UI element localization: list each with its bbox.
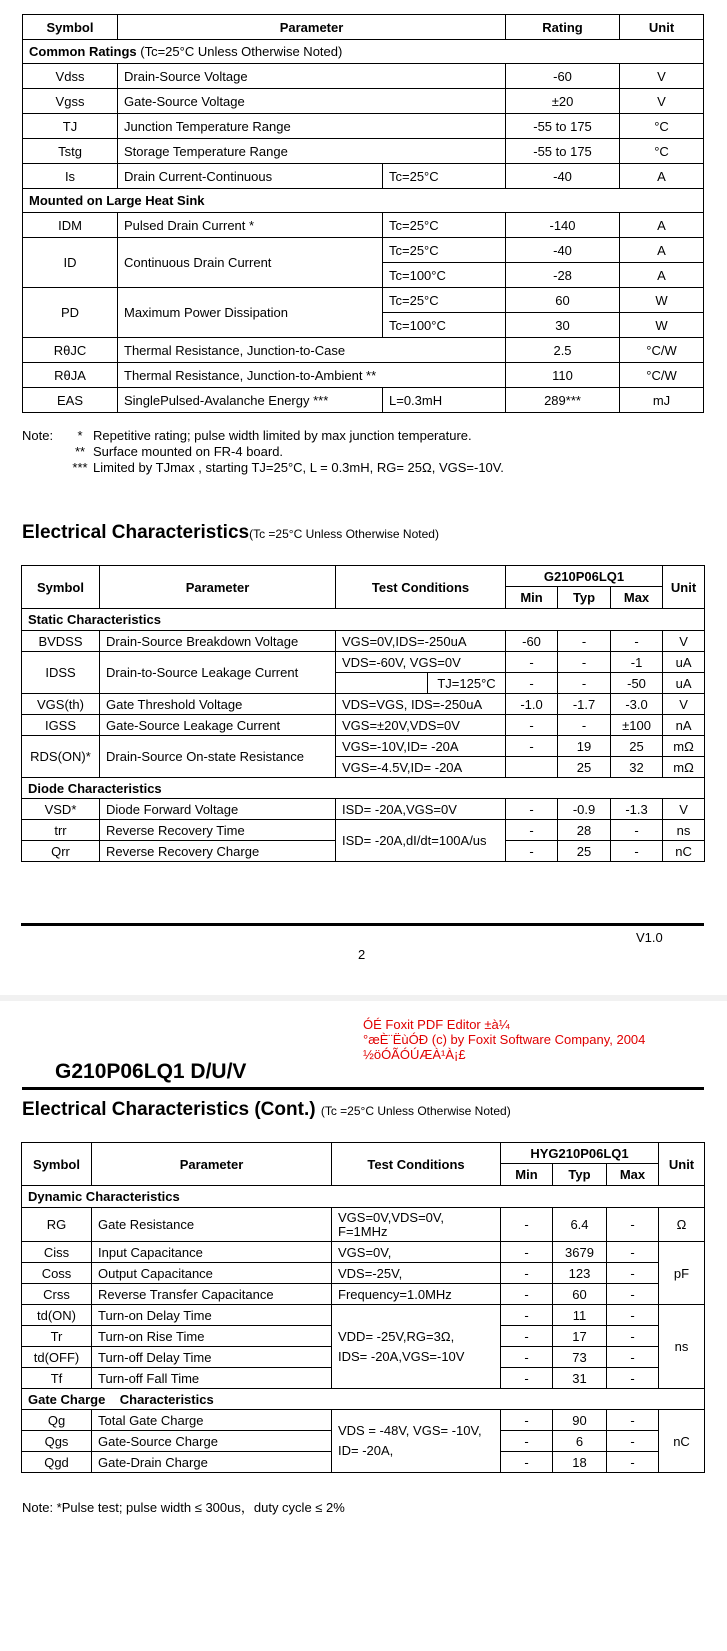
col-rating: Rating bbox=[506, 15, 620, 40]
table-row: Qg Total Gate Charge VDS = -48V, VGS= -10V, ID= -20A, - 90 - nC bbox=[22, 1410, 705, 1431]
section-common-ratings: Common Ratings (Tc=25°C Unless Otherwise Noted) bbox=[23, 40, 704, 64]
table-row: IGSS Gate-Source Leakage Current VGS=±20V,VDS=0V - - ±100 nA bbox=[22, 715, 705, 736]
table-row: Crss Reverse Transfer Capacitance Frequency=1.0MHz - 60 - bbox=[22, 1284, 705, 1305]
table-row: Tstg Storage Temperature Range -55 to 175 °C bbox=[23, 139, 704, 164]
page-break bbox=[0, 995, 727, 1001]
pulse-test-note: Note: *Pulse test; pulse width ≤ 300us，duty cycle ≤ 2% bbox=[22, 1500, 345, 1515]
table-row: VSD* Diode Forward Voltage ISD= -20A,VGS=0V - -0.9 -1.3 V bbox=[22, 799, 705, 820]
page-number: 2 bbox=[358, 947, 366, 962]
electrical-characteristics-table: Symbol Parameter Test Conditions G210P06LQ1 Unit Min Typ Max Static Characteristics BVDSS Drain-Source Breakdown Voltage VGS=0V,IDS=-250uA -60 - - V IDSS Drain-to-Source Leakage Current VDS=-60V, VGS=0V - - -1 uA TJ=125°C - - -50 uA VGS(th) Gate Threshold Voltage VDS=VGS, IDS=-250uA -1.0 -1.7 -3.0 V IGSS Gate-Source Leakage Current VGS=±20V,VDS=0V - - ±100 nA RDS(ON)* Drain-Source On-state Resistance VGS=-10V,ID= -20A - 19 25 mΩ VGS=-4.5V,ID= -20A 25 32 mΩ Diode Characteristics VSD* Diode Forward Voltage ISD= -20A,VGS=0V - -0.9 -1.3 V trr Reverse Recovery Time ISD= -20A,dI/dt=100A/us - 28 - ns Qrr Reverse Recovery Charge - 25 - nC bbox=[21, 565, 705, 862]
table-row: Tc=100°C 30 W bbox=[23, 313, 704, 338]
table-row: Ciss Input Capacitance VGS=0V, - 3679 - pF bbox=[22, 1242, 705, 1263]
table-row: Tc=100°C -28 A bbox=[23, 263, 704, 288]
table-row: TJ=125°C - - -50 uA bbox=[22, 673, 705, 694]
col-unit: Unit bbox=[620, 15, 704, 40]
table-row: Tf Turn-off Fall Time - 31 - bbox=[22, 1368, 705, 1389]
table-row: TJ Junction Temperature Range -55 to 175 °C bbox=[23, 114, 704, 139]
table-row: VGS=-4.5V,ID= -20A 25 32 mΩ bbox=[22, 757, 705, 778]
col-symbol: Symbol bbox=[23, 15, 118, 40]
footer-rule bbox=[21, 923, 704, 926]
table-row: VGS(th) Gate Threshold Voltage VDS=VGS, IDS=-250uA -1.0 -1.7 -3.0 V bbox=[22, 694, 705, 715]
page-title: G210P06LQ1 D/U/V bbox=[55, 1060, 247, 1083]
table-row: Vgss Gate-Source Voltage ±20 V bbox=[23, 89, 704, 114]
title-rule bbox=[22, 1087, 704, 1090]
section-heading: Electrical Characteristics(Tc =25°C Unless Otherwise Noted) bbox=[22, 522, 439, 543]
absolute-ratings-table bbox=[22, 14, 704, 413]
table-row: IDM Pulsed Drain Current * Tc=25°C -140 A bbox=[23, 213, 704, 238]
table-row: Qrr Reverse Recovery Charge - 25 - nC bbox=[22, 841, 705, 862]
table-row: td(OFF) Turn-off Delay Time - 73 - bbox=[22, 1347, 705, 1368]
table-row: trr Reverse Recovery Time ISD= -20A,dI/dt=100A/us - 28 - ns bbox=[22, 820, 705, 841]
table-row: Qgd Gate-Drain Charge - 18 - bbox=[22, 1452, 705, 1473]
table-row: RθJA Thermal Resistance, Junction-to-Ambient ** 110 °C/W bbox=[23, 363, 704, 388]
table-row: Qgs Gate-Source Charge - 6 - bbox=[22, 1431, 705, 1452]
table-row: Coss Output Capacitance VDS=-25V, - 123 - bbox=[22, 1263, 705, 1284]
version-label: V1.0 bbox=[636, 930, 663, 945]
table-row: ID Continuous Drain Current Tc=25°C -40 A bbox=[23, 238, 704, 263]
table-row: Tr Turn-on Rise Time - 17 - bbox=[22, 1326, 705, 1347]
col-parameter: Parameter bbox=[118, 15, 506, 40]
electrical-characteristics-cont-table: Symbol Parameter Test Conditions HYG210P06LQ1 Unit Min Typ Max Dynamic Characteristics RG Gate Resistance VGS=0V,VDS=0V, F=1MHz - 6.4 - Ω Ciss Input Capacitance VGS=0V, - 3679 - pF Coss Output Capacitance VDS=-25V, - 123 - Crss Reverse Transfer Capacitance Frequency=1.0MHz - 60 - td(ON) Turn-on Delay Time VDD= -25V,RG=3Ω, IDS= -20A,VGS=-10V - 11 - ns Tr Turn-on Rise Time - 17 - td(OFF) Turn-off Delay Time - 73 - Tf Turn-off Fall Time - 31 - Gate Charge Characteristics Qg Total Gate Charge VDS = -48V, VGS= -10V, ID= -20A, - 90 - nC Qgs Gate-Source Charge - 6 - Qgd Gate-Drain Charge - 18 - bbox=[21, 1142, 705, 1473]
notes-block: Note: * Repetitive rating; pulse width limited by max junction temperature. ** Surface mounted on FR-4 board. *** Limited by TJmax , starting TJ=25°C, L = 0.3mH, RG= 25Ω, VGS=-10V. bbox=[22, 428, 504, 475]
table-row: Vdss Drain-Source Voltage -60 V bbox=[23, 64, 704, 89]
section-heading-cont: Electrical Characteristics (Cont.) (Tc =25°C Unless Otherwise Noted) bbox=[22, 1099, 511, 1120]
table-row: td(ON) Turn-on Delay Time VDD= -25V,RG=3Ω, IDS= -20A,VGS=-10V - 11 - ns bbox=[22, 1305, 705, 1326]
table-row: RDS(ON)* Drain-Source On-state Resistance VGS=-10V,ID= -20A - 19 25 mΩ bbox=[22, 736, 705, 757]
table-row: IDSS Drain-to-Source Leakage Current VDS=-60V, VGS=0V - - -1 uA bbox=[22, 652, 705, 673]
table-row: PD Maximum Power Dissipation Tc=25°C 60 W bbox=[23, 288, 704, 313]
table-row: RθJC Thermal Resistance, Junction-to-Case 2.5 °C/W bbox=[23, 338, 704, 363]
table-row: BVDSS Drain-Source Breakdown Voltage VGS=0V,IDS=-250uA -60 - - V bbox=[22, 631, 705, 652]
foxit-watermark: ÓÉ Foxit PDF Editor ±à¼ °æÈ¨ËùÓÐ (c) by Foxit Software Company, 2004 ½öÓÃÓÚÆÀ¹À¡£ bbox=[363, 1017, 646, 1062]
section-heat-sink: Mounted on Large Heat Sink bbox=[23, 189, 704, 213]
table-row: EAS SinglePulsed-Avalanche Energy *** L=0.3mH 289*** mJ bbox=[23, 388, 704, 413]
table-row: Is Drain Current-Continuous Tc=25°C -40 A bbox=[23, 164, 704, 189]
table-row: RG Gate Resistance VGS=0V,VDS=0V, F=1MHz - 6.4 - Ω bbox=[22, 1208, 705, 1242]
